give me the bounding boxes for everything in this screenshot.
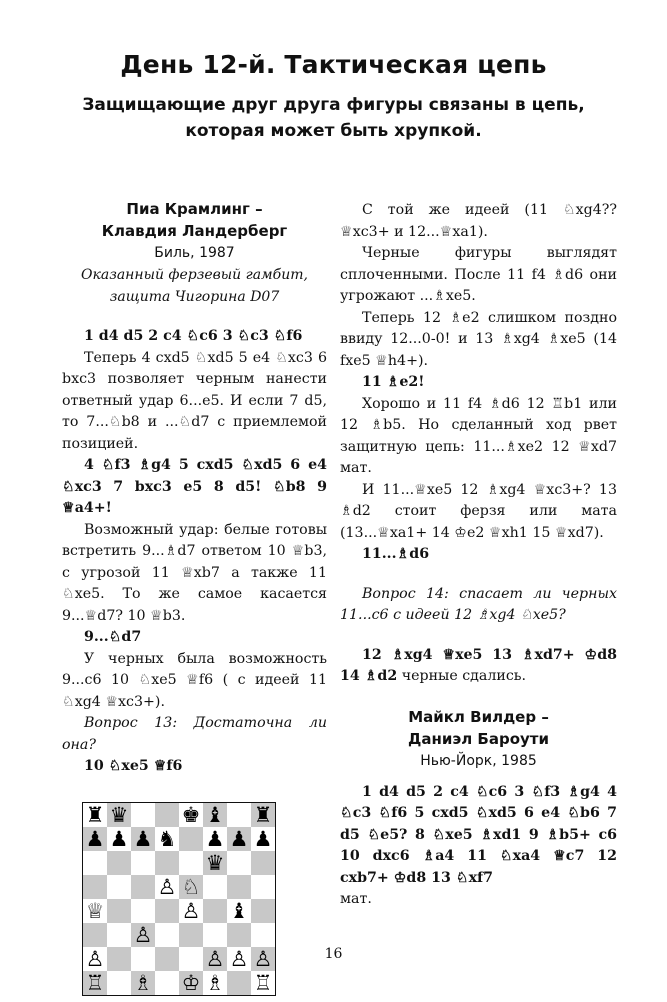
board-square (107, 971, 131, 995)
chess-piece: ♟ (253, 826, 273, 851)
board-square (227, 851, 251, 875)
chess-piece: ♙ (229, 946, 249, 971)
board-square (179, 851, 203, 875)
final-moves (340, 645, 617, 688)
page-subtitle: Защищающие друг друга фигуры связаны в цепь, которая может быть хрупкой. (82, 95, 585, 141)
chess-piece: ♙ (205, 946, 225, 971)
board-square (227, 875, 251, 899)
comment-r2: Черные фигуры выглядят сплоченными. После 11 f4 ♗d6 они угрожают ...♗xe5. (340, 245, 617, 304)
chess-piece: ♝ (205, 802, 225, 827)
board-square (179, 827, 203, 851)
chess-piece: ♖ (253, 970, 273, 995)
board-square (107, 923, 131, 947)
comment-r5: И 11...♕xe5 12 ♗xg4 ♕xc3+? 13 ♗d2 стоит ферзя или мата (13...♕xa1+ 14 ♔e2 ♕xh1 15 ♕xd7). (340, 481, 617, 541)
board-square (251, 899, 275, 923)
board-square (155, 851, 179, 875)
chess-piece: ♟ (205, 826, 225, 851)
board-square (227, 971, 251, 995)
game2-white: Майкл Вилдер – (408, 707, 549, 726)
chess-piece: ♕ (85, 898, 105, 923)
moves-4: 10 ♘xe5 ♕f6 (84, 758, 183, 774)
moves-2: 4 ♘f3 ♗g4 5 cxd5 ♘xd5 6 e4 ♘xc3 7 bxc3 e5 8 d5! ♘b8 9 ♕a4+! (62, 457, 327, 516)
board-square (251, 851, 275, 875)
chess-piece: ♘ (181, 874, 201, 899)
board-square (107, 875, 131, 899)
comment-1: Теперь 4 cxd5 ♘xd5 5 e4 ♘xc3 6 bxc3 позволяет черным нанести ответный удар 6...e5. И если 7 d5, то 7...♘b8 и ...♘d7 с приемлемой позицией. (62, 349, 327, 452)
board-square (107, 899, 131, 923)
page-title: День 12-й. Тактическая цепь (120, 50, 547, 79)
board-square (83, 851, 107, 875)
game1-white: Пиа Крамлинг – (126, 200, 263, 218)
chess-piece: ♙ (85, 946, 105, 971)
board-square (155, 923, 179, 947)
moves-1: 1 d4 d5 2 c4 ♘c6 3 ♘c3 ♘f6 (84, 328, 303, 344)
chess-piece: ♙ (133, 922, 153, 947)
chess-board-diagram (83, 803, 275, 995)
board-square (107, 851, 131, 875)
game1-black: Клавдия Ландерберг (101, 222, 288, 240)
board-square (203, 923, 227, 947)
board-square (131, 851, 155, 875)
right-column (340, 200, 617, 911)
game1-place: Биль, 1987 (154, 245, 235, 261)
chess-piece: ♟ (85, 826, 105, 851)
board-square (83, 875, 107, 899)
board-square (155, 899, 179, 923)
board-square (227, 923, 251, 947)
chess-piece: ♚ (181, 802, 201, 827)
game2-moves: 1 d4 d5 2 c4 ♘c6 3 ♘f3 ♗g4 4 ♘c3 ♘f6 5 cxd5 ♘xd5 6 e4 ♘b6 7 d5 ♘e5? 8 ♘xe5 ♗xd1 9 ♗b5+ c6 10 dxc6 ♗a4 11 ♘xa4 ♕c7 12 cxb7+ ♔d8 13 ♘xf7 (340, 783, 617, 886)
game2-mate: мат. (340, 891, 372, 907)
game2-place: Нью-Йорк, 1985 (420, 752, 537, 769)
chess-piece: ♟ (133, 826, 153, 851)
question-13: Вопрос 13: Достаточна ли она? (62, 715, 327, 753)
moves-r2: 11...♗d6 (362, 546, 430, 562)
moves-r3: 12 ♗xg4 ♕xe5 13 ♗xd7+ ♔d8 14 ♗d2 (340, 646, 617, 684)
chess-piece: ♛ (205, 850, 225, 875)
board-square (227, 803, 251, 827)
comment-r3: Теперь 12 ♗e2 слишком поздно ввиду 12...0-0! и 13 ♗xg4 ♗xe5 (14 fxe5 ♕h4+). (340, 309, 617, 369)
question-14: Вопрос 14: спасает ли черных 11...c6 с идеей 12 ♗xg4 ♘xe5? (340, 585, 617, 623)
left-column (62, 198, 327, 996)
chess-piece: ♙ (253, 946, 273, 971)
chess-piece: ♝ (229, 898, 249, 923)
board-square (83, 923, 107, 947)
board-square (155, 803, 179, 827)
game1-header (62, 198, 327, 308)
board-square (251, 875, 275, 899)
board-square (251, 923, 275, 947)
chess-piece: ♗ (133, 970, 153, 995)
comment-3: У черных была возможность 9...c6 10 ♘xe5 ♕f6 ( с идеей 11 ♘xg4 ♕xc3+). (62, 650, 327, 710)
chess-piece: ♗ (205, 970, 225, 995)
board-square (155, 971, 179, 995)
chess-piece: ♖ (85, 970, 105, 995)
chess-piece: ♜ (253, 802, 273, 827)
board-square (131, 875, 155, 899)
chess-piece: ♛ (109, 802, 129, 827)
chess-piece: ♟ (109, 826, 129, 851)
comment-r4: Хорошо и 11 f4 ♗d6 12 ♖b1 или 12 ♗b5. Но сделанный ход рвет защитную цепь: 11...♗xe2 12 ♕xd7 мат. (340, 395, 617, 476)
chess-piece: ♙ (181, 898, 201, 923)
chess-piece: ♔ (181, 970, 201, 995)
board-square (203, 899, 227, 923)
chess-board (82, 802, 276, 996)
page-number: 16 (324, 946, 343, 962)
chess-piece: ♟ (229, 826, 249, 851)
chess-piece: ♜ (85, 802, 105, 827)
game2-black: Даниэл Бароути (407, 729, 550, 748)
game1-opening: Оказанный ферзевый гамбит, защита Чигорина D07 (81, 267, 308, 305)
comment-r1: С той же идеей (11 ♘xg4?? ♕xc3+ и 12...♕xa1). (340, 202, 617, 240)
resign-text: черные сдались. (397, 668, 527, 684)
game2-header (340, 706, 617, 772)
board-square (179, 923, 203, 947)
board-square (131, 899, 155, 923)
moves-3: 9...♘d7 (84, 629, 142, 645)
board-square (203, 875, 227, 899)
moves-r1: 11 ♗e2! (362, 374, 425, 390)
chess-piece: ♙ (157, 874, 177, 899)
chess-piece: ♞ (157, 826, 177, 851)
comment-2: Возможный удар: белые готовы встретить 9...♗d7 ответом 10 ♕b3, с угрозой 11 ♕xb7 а также 11 ♘xe5. То же самое касается 9...♕d7? 10 ♕b3. (62, 521, 327, 624)
board-square (131, 803, 155, 827)
